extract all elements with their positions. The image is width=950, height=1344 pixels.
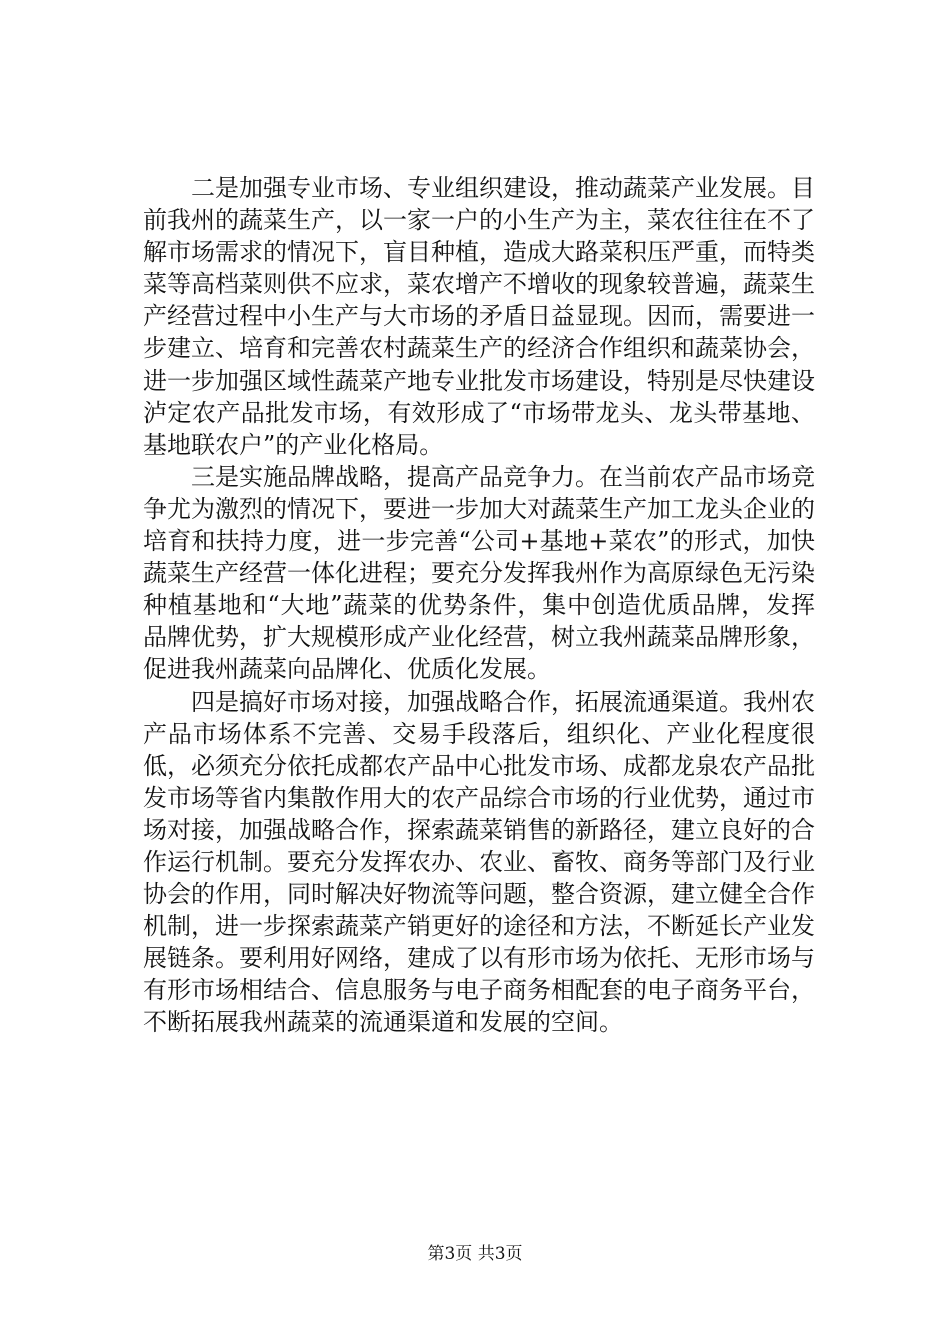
document-body <box>143 172 815 1039</box>
paragraph-market-organization: 二是加强专业市场、专业组织建设，推动蔬菜产业发展。目前我州的蔬菜生产，以一家一户的小生产为主，菜农往往在不了解市场需求的情况下，盲目种植，造成大路菜积压严重，而特类菜等高档菜则供不应求，菜农增产不增收的现象较普遍，蔬菜生产经营过程中小生产与大市场的矛盾日益显现。因而，需要进一步建立、培育和完善农村蔬菜生产的经济合作组织和蔬菜协会，进一步加强区域性蔬菜产地专业批发市场建设，特别是尽快建设泸定农产品批发市场，有效形成了“市场带龙头、龙头带基地、基地联农户”的产业化格局。 <box>143 174 815 459</box>
paragraph-market-docking: 四是搞好市场对接，加强战略合作，拓展流通渠道。我州农产品市场体系不完善、交易手段落后，组织化、产业化程度很低，必须充分依托成都农产品中心批发市场、成都龙泉农产品批发市场等省内集散作用大的农产品综合市场的行业优势，通过市场对接，加强战略合作，探索蔬菜销售的新路径，建立良好的合作运行机制。要充分发挥农办、农业、畜牧、商务等部门及行业协会的作用，同时解决好物流等问题，整合资源，建立健全合作机制，进一步探索蔬菜产销更好的途径和方法，不断延长产业发展链条。要利用好网络，建成了以有形市场为依托、无形市场与有形市场相结合、信息服务与电子商务相配套的电子商务平台，不断拓展我州蔬菜的流通渠道和发展的空间。 <box>143 687 815 1037</box>
paragraph-brand-strategy: 三是实施品牌战略，提高产品竞争力。在当前农产品市场竞争尤为激烈的情况下，要进一步加大对蔬菜生产加工龙头企业的培育和扶持力度，进一步完善“公司+基地+菜农”的形式，加快蔬菜生产经营一体化进程；要充分发挥我州作为高原绿色无污染种植基地和“大地”蔬菜的优势条件，集中创造优质品牌，发挥品牌优势，扩大规模形成产业化经营，树立我州蔬菜品牌形象，促进我州蔬菜向品牌化、优质化发展。 <box>143 462 815 684</box>
page-number-footer: 第3页 共3页 <box>427 1244 523 1264</box>
